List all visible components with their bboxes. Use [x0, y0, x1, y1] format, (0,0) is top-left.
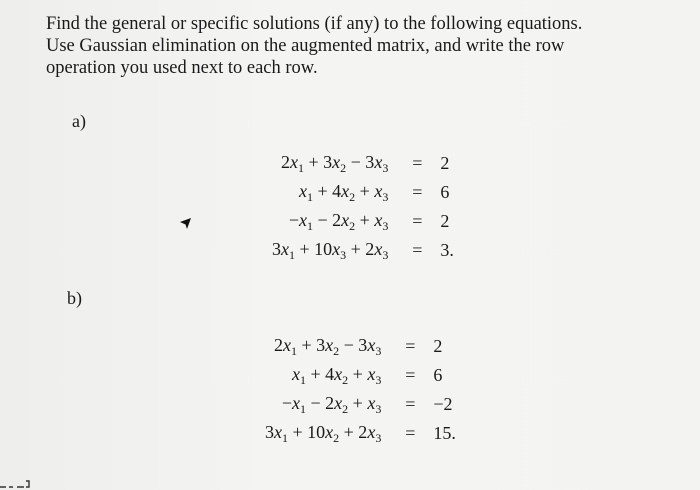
part-b-equals-sign: = — [405, 365, 416, 385]
part-b-equation-rhs: −2 — [433, 394, 453, 414]
part-a-equation-row — [272, 178, 454, 207]
part-b-equation-rhs: 2 — [433, 336, 443, 356]
part-b-equation-system — [265, 332, 456, 448]
part-a-equation-row — [272, 236, 454, 265]
part-a-label: a) — [72, 111, 86, 131]
part-b-equals-sign: = — [405, 394, 416, 414]
part-b-equation-lhs: $x_1 + 4x_2 + x_3$ — [292, 363, 382, 387]
part-b-equation-lhs: $-x_1 - 2x_2 + x_3$ — [281, 392, 382, 416]
part-b-label: b) — [67, 288, 82, 308]
part-b-equation-rhs: 6 — [433, 365, 443, 385]
part-a-equation-lhs: $3x_1 + 10x_3 + 2x_3$ — [272, 238, 389, 262]
part-a-equation-rhs: 2 — [440, 211, 450, 231]
part-a-equation-system — [272, 149, 454, 265]
part-a-equals-sign: = — [412, 240, 423, 260]
part-b-equation-rhs: 15. — [433, 423, 456, 443]
part-b-equation-row — [265, 361, 456, 390]
instructions-line-1: Find the general or specific solutions (if any) to the following equations. — [46, 14, 583, 34]
part-a-equation-row — [272, 149, 454, 178]
part-b-equation-lhs: $2x_1 + 3x_2 - 3x_3$ — [274, 334, 382, 358]
part-b-equation-row — [265, 332, 456, 361]
part-a-equation-lhs: $x_1 + 4x_2 + x_3$ — [299, 180, 389, 204]
part-a-equation-rhs: 6 — [440, 182, 450, 202]
mouse-pointer-icon — [179, 217, 193, 231]
part-b-equation-lhs: $3x_1 + 10x_2 + 2x_3$ — [265, 421, 382, 445]
part-a-equation-lhs: $2x_1 + 3x_2 - 3x_3$ — [281, 151, 389, 175]
part-a-equation-rhs: 2 — [440, 153, 450, 173]
part-a-equation-rhs: 3. — [440, 240, 454, 260]
instructions-line-2: Use Gaussian elimination on the augmented matrix, and write the row — [46, 36, 565, 56]
part-b-equation-row — [265, 419, 456, 448]
part-a-equation-row — [272, 207, 454, 236]
part-b-equals-sign: = — [405, 336, 416, 356]
part-a-equals-sign: = — [412, 211, 423, 231]
part-a-equation-lhs: $-x_1 - 2x_2 + x_3$ — [288, 209, 389, 233]
instructions-line-3: operation you used next to each row. — [46, 58, 318, 78]
instructions-paragraph — [46, 13, 676, 79]
part-a-equals-sign: = — [412, 182, 423, 202]
part-b-equation-row — [265, 390, 456, 419]
part-a-equals-sign: = — [412, 153, 423, 173]
part-b-equals-sign: = — [405, 423, 416, 443]
bracket-mark-icon — [0, 478, 40, 490]
